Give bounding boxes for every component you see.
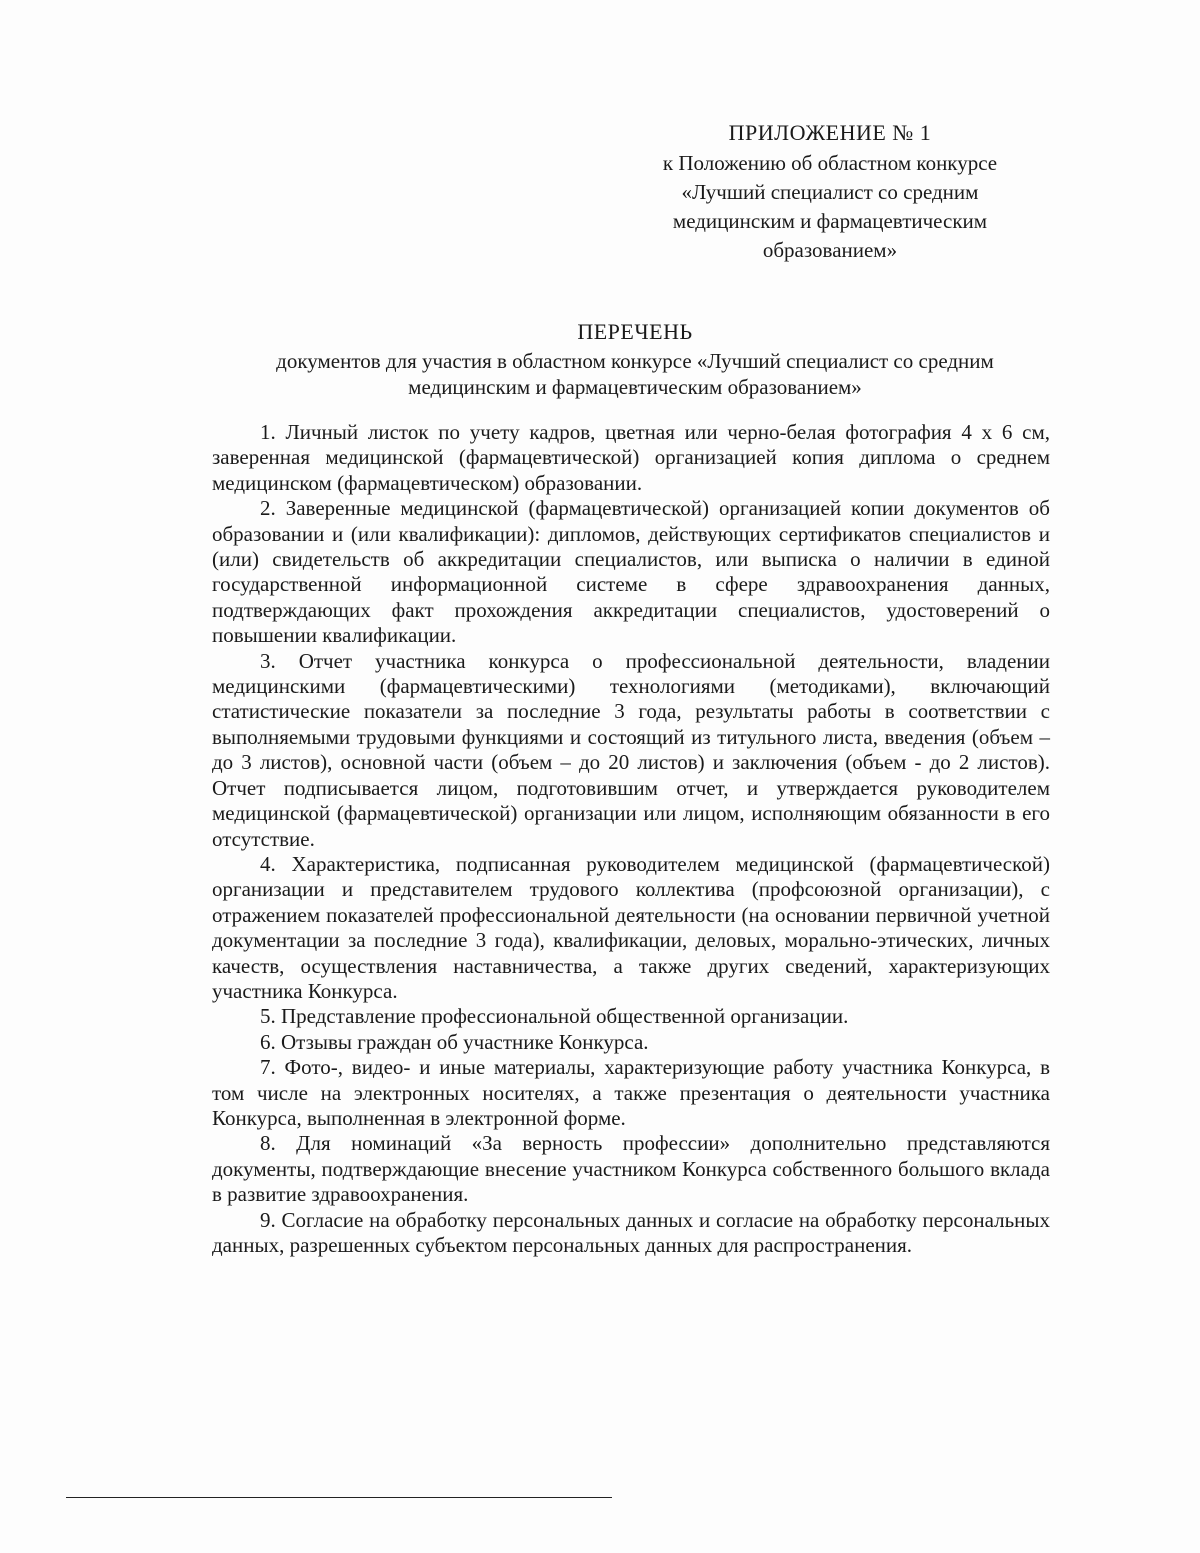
footnote-divider [66,1497,612,1498]
appendix-line: к Положению об областном конкурсе [662,151,998,175]
appendix-header [610,118,1050,265]
appendix-line: «Лучший специалист со средним [681,180,979,204]
list-item: 9. Согласие на обработку персональных данных и согласие на обработку персональных данных, разрешенных субъектом персональных данных для распространения. [212,1207,1050,1257]
appendix-line: образованием» [762,238,898,262]
list-item: 7. Фото-, видео- и иные материалы, характеризующие работу участника Конкурса, в том числе на электронных носителях, а также презентация о деятельности участника Конкурса, выполненная в электронной форме. [212,1055,1050,1130]
document-heading [210,318,1060,400]
list-item: 8. Для номинаций «За верность профессии» дополнительно представляются документы, подтверждающие внесение участником Конкурса собственного большого вклада в развитие здравоохранения. [212,1131,1050,1207]
list-item: 5. Представление профессиональной общественной организации. [260,1004,849,1029]
list-item: 2. Заверенные медицинской (фармацевтической) организацией копии документов об образовании и (или квалификации): дипломов, действующих сертификатов специалистов и (или) свидетельств об аккредитации специалистов, или выписка о наличии в единой государственной информационной системе в сфере здравоохранения данных, подтверждающих факт прохождения аккредитации специалистов, удостоверений о повышении квалификации. [212,496,1050,648]
document-subtitle: документов для участия в областном конкурсе «Лучший специалист со средним медицинским и фармацевтическим образованием» [276,349,994,399]
list-item: 4. Характеристика, подписанная руководителем медицинской (фармацевтической) организации и представителем трудового коллектива (профсоюзной организации), с отражением показателей профессиональной деятельности (на основании первичной учетной документации за последние 3 года), квалификации, деловых, морально-этических, личных качеств, осуществления наставничества, а также других сведений, характеризующих участника Конкурса. [212,851,1050,1003]
appendix-line: медицинским и фармацевтическим [672,209,988,233]
document-title: ПЕРЕЧЕНЬ [577,319,693,344]
list-item: 1. Личный листок по учету кадров, цветная или черно-белая фотография 4 х 6 см, заверенная медицинской (фармацевтической) организацией копия диплома о среднем медицинском (фармацевтическом) образовании. [212,420,1050,495]
list-item: 3. Отчет участника конкурса о профессиональной деятельности, владении медицинскими (фармацевтическими) технологиями (методиками), включающий статистические показатели за последние 3 года, результаты работы в соответствии с выполняемыми трудовыми функциями и состоящий из титульного листа, введения (объем – до 3 листов), основной части (объем – до 20 листов) и заключения (объем - до 2 листов). Отчет подписывается лицом, подготовившим отчет, и утверждается руководителем медицинской (фармацевтической) организации или лицом, исполняющим обязанности в его отсутствие. [212,648,1050,851]
document-body [212,420,1050,1258]
appendix-title: ПРИЛОЖЕНИЕ № 1 [728,120,932,145]
list-item: 6. Отзывы граждан об участнике Конкурса. [260,1029,649,1054]
